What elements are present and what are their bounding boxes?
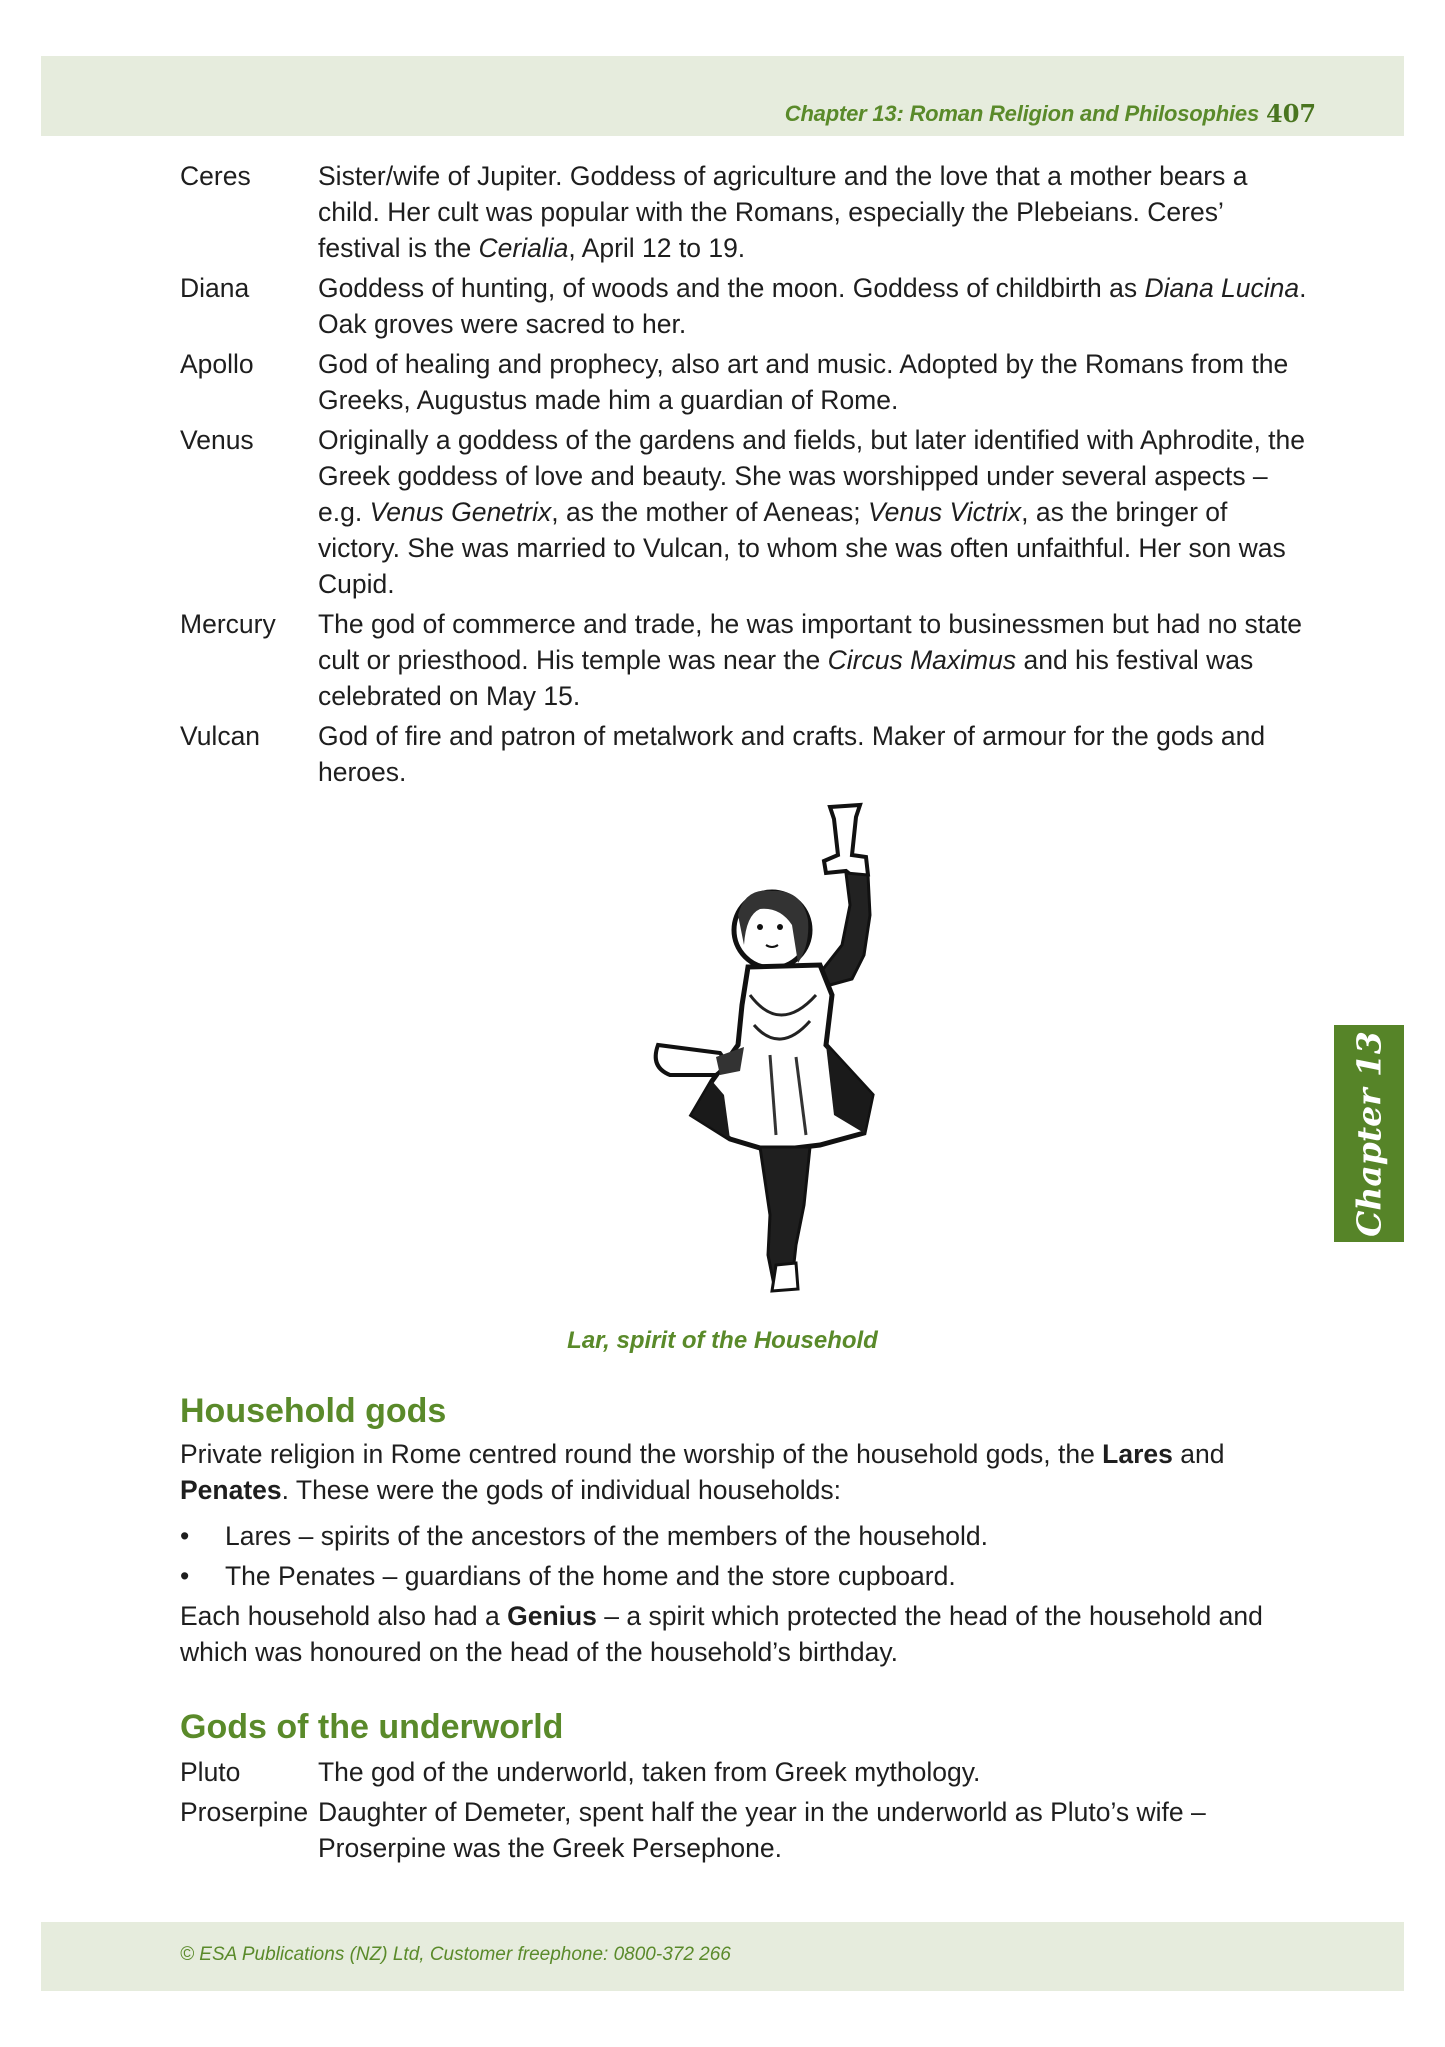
bullet-icon: •: [180, 1561, 190, 1591]
deity-description: Goddess of hunting, of woods and the moon. Goddess of childbirth as Diana Lucina. Oak groves were sacred to her.: [318, 273, 1307, 339]
footer-copyright: © ESA Publications (NZ) Ltd, Customer freephone: 0800-372 266: [180, 1944, 731, 1965]
chapter-side-tab-label: Chapter 13: [1349, 1030, 1389, 1237]
deity-entry: [180, 718, 1310, 790]
deity-entry: [180, 270, 1310, 342]
deity-name: Vulcan: [180, 721, 261, 751]
deity-entry: [180, 606, 1310, 714]
deity-entry: [180, 1794, 1310, 1866]
raised-arm: [820, 873, 870, 985]
deity-name: Diana: [180, 273, 250, 303]
deity-list: [180, 158, 1310, 794]
deity-description: The god of the underworld, taken from Greek mythology.: [318, 1757, 981, 1787]
deity-name: Mercury: [180, 609, 276, 639]
list-item-text: Lares – spirits of the ancestors of the members of the household.: [225, 1521, 989, 1551]
deity-name: Ceres: [180, 161, 251, 191]
deity-description: God of healing and prophecy, also art and music. Adopted by the Romans from the Greeks, Augustus made him a guardian of Rome.: [318, 349, 1289, 415]
deity-name: Apollo: [180, 349, 254, 379]
deity-entry: [180, 346, 1310, 418]
deity-description: Daughter of Demeter, spent half the year in the underworld as Pluto’s wife – Proserpine was the Greek Persephone.: [318, 1797, 1206, 1863]
deity-name: Proserpine: [180, 1797, 309, 1827]
deity-name: Venus: [180, 425, 254, 455]
figure-caption: Lar, spirit of the Household: [567, 1327, 878, 1354]
deity-description: Sister/wife of Jupiter. Goddess of agriculture and the love that a mother bears a child. Her cult was popular with the Romans, especially the Plebeians. Ceres’ festival is the Cerialia, April 12 to 19.: [318, 161, 1248, 263]
deity-entry: [180, 422, 1310, 602]
household-genius-paragraph: Each household also had a Genius – a spirit which protected the head of the household and which was honoured on the head of the household’s birthday.: [180, 1601, 1263, 1667]
household-intro-paragraph: Private religion in Rome centred round the worship of the household gods, the Lares and Penates. These were the gods of individual households:: [180, 1439, 1225, 1505]
section-heading-household-gods: Household gods: [180, 1392, 447, 1430]
section-heading-underworld: Gods of the underworld: [180, 1708, 564, 1746]
household-gods-list: [180, 1518, 1310, 1598]
deity-entry: [180, 1754, 1310, 1790]
patera-dish: [656, 1045, 724, 1075]
chapter-side-tab: [1334, 1025, 1404, 1242]
list-item: [180, 1518, 1310, 1554]
page-number: 407: [1266, 99, 1317, 128]
list-item: [180, 1558, 1310, 1594]
deity-entry: [180, 158, 1310, 266]
deity-description: Originally a goddess of the gardens and fields, but later identified with Aphrodite, the Greek goddess of love and beauty. She was worshipped under several aspects – e.g. Venus Genetrix, as the mother of Aeneas; Venus Victrix, as the bringer of victory. She was married to Vulcan, to whom she was often unfaithful. Her son was Cupid.: [318, 425, 1306, 599]
deity-description: God of fire and patron of metalwork and crafts. Maker of armour for the gods and heroes.: [318, 721, 1266, 787]
running-title: Chapter 13: Roman Religion and Philosophies: [784, 101, 1259, 126]
bullet-icon: •: [180, 1521, 190, 1551]
deity-name: Pluto: [180, 1757, 241, 1787]
lar-statuette-illustration: [620, 795, 940, 1305]
underworld-list: [180, 1754, 1310, 1870]
list-item-text: The Penates – guardians of the home and the store cupboard.: [225, 1561, 956, 1591]
drinking-horn: [824, 805, 868, 879]
deity-description: The god of commerce and trade, he was important to businessmen but had no state cult or priesthood. His temple was near the Circus Maximus and his festival was celebrated on May 15.: [318, 609, 1303, 711]
